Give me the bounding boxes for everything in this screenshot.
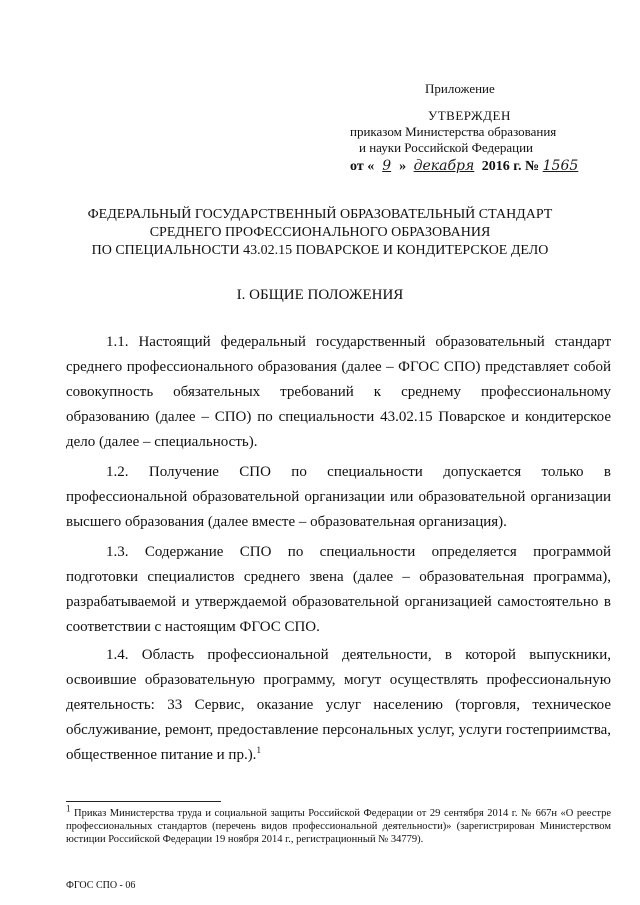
- date-year: 2016 г. №: [481, 159, 540, 174]
- appendix-label: Приложение: [425, 81, 495, 96]
- footer-mark: ФГОС СПО - 06: [66, 880, 136, 891]
- paragraph-1-3-text: 1.3. Содержание СПО по специальности определяется программой подготовки специалистов среднего звена (далее – образовательная программа), разрабатываемой и утверждаемой образовательной организацией самостоятельно в соответствии с настоящим ФГОС СПО.: [66, 544, 611, 635]
- order-line-2: и науки Российской Федерации: [359, 140, 534, 155]
- paragraph-1-3: [66, 540, 611, 640]
- title-line-1: ФЕДЕРАЛЬНЫЙ ГОСУДАРСТВЕННЫЙ ОБРАЗОВАТЕЛЬНЫЙ СТАНДАРТ: [87, 207, 553, 222]
- footnote-separator: [66, 801, 221, 802]
- approved-label: УТВЕРЖДЕН: [428, 108, 511, 123]
- paragraph-1-1-text: 1.1. Настоящий федеральный государственный образовательный стандарт среднего профессионального образования (далее – ФГОС СПО) представляет собой совокупность обязательных требований к среднему профессиональному образованию (далее – СПО) по специальности 43.02.15 Поварское и кондитерское дело (далее – специальность).: [66, 334, 611, 450]
- order-number: 1565: [542, 158, 579, 174]
- paragraph-1-4-text: 1.4. Область профессиональной деятельности, в которой выпускники, освоившие образовательную программу, могут осуществлять профессиональную деятельность: 33 Сервис, оказание услуг населению (торговля, техническое обслуживание, ремонт, предоставление персональных услуг, услуги гостеприимства, общественное питание и пр.).: [66, 647, 611, 763]
- title-line-2: СРЕДНЕГО ПРОФЕССИОНАЛЬНОГО ОБРАЗОВАНИЯ: [149, 225, 491, 240]
- footnote: [66, 803, 611, 846]
- paragraph-1-4: [66, 643, 611, 768]
- order-date-line: [350, 158, 578, 175]
- paragraph-1-1: [66, 330, 611, 455]
- date-mid: »: [399, 159, 407, 174]
- paragraph-1-2: [66, 460, 611, 535]
- title-line-3: ПО СПЕЦИАЛЬНОСТИ 43.02.15 ПОВАРСКОЕ И КОНДИТЕРСКОЕ ДЕЛО: [91, 243, 549, 258]
- section-heading: I. ОБЩИЕ ПОЛОЖЕНИЯ: [236, 287, 404, 303]
- footnote-reference[interactable]: 1: [256, 745, 261, 755]
- date-day: 9: [382, 158, 392, 174]
- paragraph-1-2-text: 1.2. Получение СПО по специальности допускается только в профессиональной образовательной организации или образовательной организации высшего образования (далее вместе – образовательная организация).: [66, 464, 611, 530]
- date-month: декабря: [413, 158, 475, 174]
- date-prefix: от «: [350, 159, 375, 174]
- footnote-marker: 1: [66, 803, 71, 814]
- order-line-1: приказом Министерства образования: [350, 124, 557, 139]
- footnote-text: Приказ Министерства труда и социальной защиты Российской Федерации от 29 сентября 2014 г. № 667н «О реестре профессиональных стандартов (перечень видов профессиональной деятельности)» (зарегистрирован Министерством юстиции Российской Федерации 19 ноября 2014 г., регистрационный № 34779).: [66, 808, 611, 845]
